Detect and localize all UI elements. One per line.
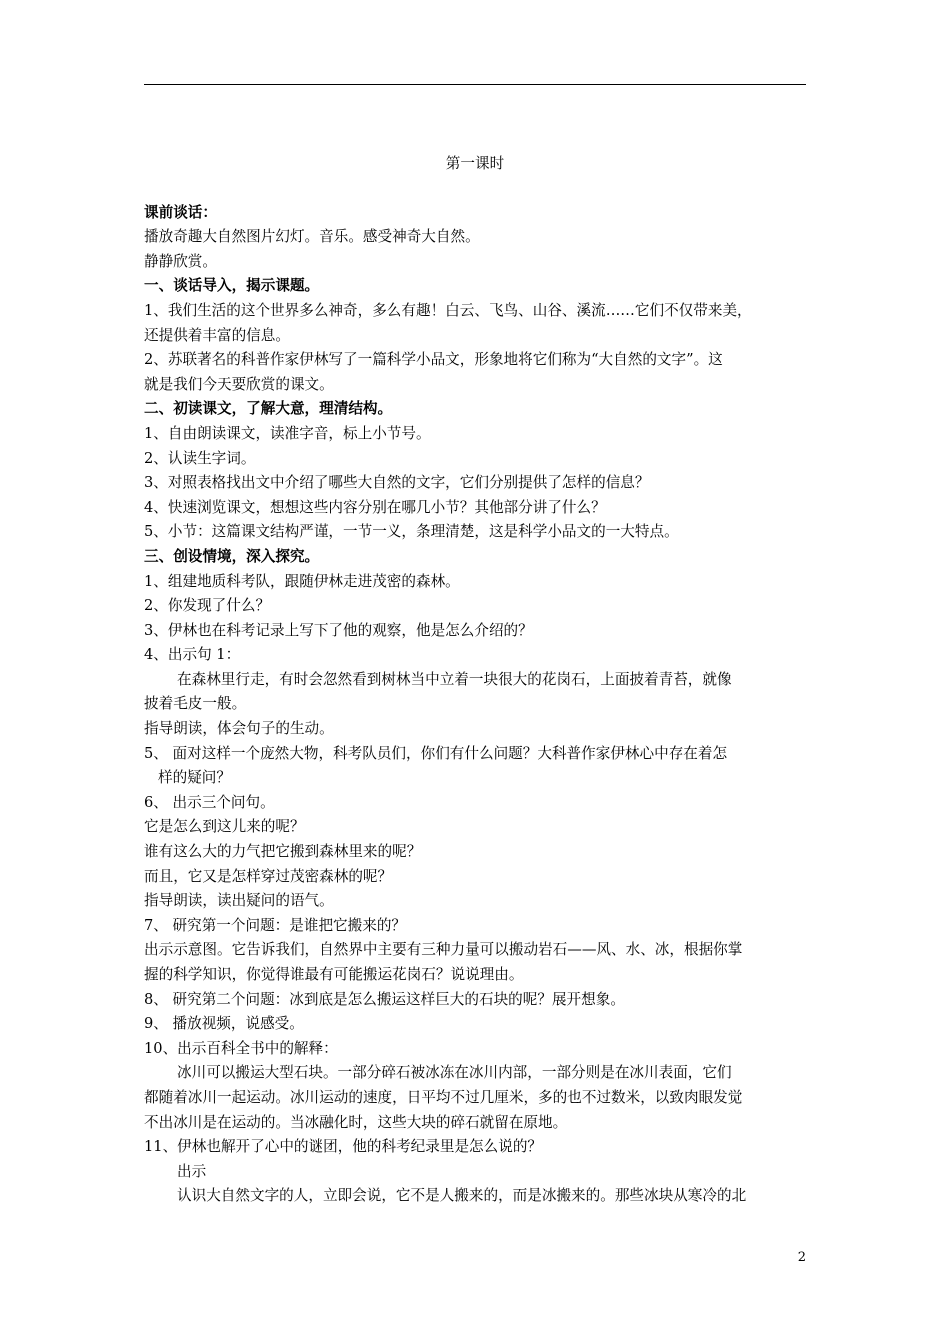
text-line: 11、伊林也解开了心中的谜团，他的科考纪录里是怎么说的？	[144, 1138, 543, 1156]
page-number: 2	[797, 1250, 806, 1265]
text-line: 不出冰川是在运动的。当冰融化时，这些大块的碎石就留在原地。	[144, 1113, 568, 1131]
text-line: 静静欣赏。	[144, 252, 217, 270]
text-line: 冰川可以搬运大型石块。一部分碎石被冰冻在冰川内部，一部分则是在冰川表面，它们	[177, 1064, 732, 1082]
text-line: 样的疑问？	[158, 769, 231, 787]
text-line: 5、小节：这篇课文结构严谨，一节一义，条理清楚，这是科学小品文的一大特点。	[144, 523, 679, 541]
text-line: 7、 研究第一个问题：是谁把它搬来的？	[144, 916, 407, 934]
text-line: 它是怎么到这儿来的呢？	[144, 818, 305, 836]
text-line: 10、出示百科全书中的解释：	[144, 1039, 338, 1057]
text-line: 1、组建地质科考队，跟随伊林走进茂密的森林。	[144, 572, 460, 590]
lesson-title: 第一课时	[445, 155, 505, 172]
text-line: 播放奇趣大自然图片幻灯。音乐。感受神奇大自然。	[144, 228, 480, 246]
text-line: 在森林里行走，有时会忽然看到树林当中立着一块很大的花岗石，上面披着青苔，就像	[177, 670, 732, 688]
text-line: 1、自由朗读课文，读准字音，标上小节号。	[144, 424, 431, 442]
text-line: 出示示意图。它告诉我们，自然界中主要有三种力量可以搬动岩石——风、水、冰，根据你掌	[144, 941, 743, 959]
text-line: 2、你发现了什么？	[144, 597, 271, 615]
section-heading: 二、初读课文，了解大意，理清结构。	[144, 400, 393, 418]
text-line: 4、出示句 1：	[144, 646, 241, 664]
text-line: 2、认读生字词。	[144, 449, 256, 467]
text-line: 1、我们生活的这个世界多么神奇，多么有趣！白云、飞鸟、山谷、溪流……它们不仅带来美，	[144, 301, 752, 319]
section-heading: 课前谈话：	[144, 203, 217, 221]
text-line: 2、苏联著名的科普作家伊林写了一篇科学小品文，形象地将它们称为“大自然的文字”。这	[144, 351, 723, 369]
text-line: 出示	[177, 1162, 207, 1180]
text-line: 就是我们今天要欣赏的课文。	[144, 375, 334, 393]
text-line: 谁有这么大的力气把它搬到森林里来的呢？	[144, 843, 422, 861]
text-line: 9、 播放视频，说感受。	[144, 1015, 304, 1033]
text-line: 认识大自然文字的人，立即会说，它不是人搬来的，而是冰搬来的。那些冰块从寒冷的北	[177, 1187, 747, 1205]
text-line: 披着毛皮一般。	[144, 695, 247, 713]
text-line: 6、 出示三个问句。	[144, 793, 275, 811]
text-line: 指导朗读，读出疑问的语气。	[144, 892, 334, 910]
text-line: 都随着冰川一起运动。冰川运动的速度，日平均不过几厘米，多的也不过数米，以致肉眼发觉	[144, 1088, 743, 1106]
section-heading: 三、创设情境，深入探究。	[144, 547, 320, 565]
text-line: 4、快速浏览课文，想想这些内容分别在哪几小节？其他部分讲了什么？	[144, 498, 606, 516]
text-line: 5、 面对这样一个庞然大物，科考队员们，你们有什么问题？大科普作家伊林心中存在着怎	[144, 744, 728, 762]
text-line: 还提供着丰富的信息。	[144, 326, 290, 344]
header-rule	[144, 84, 806, 85]
text-line: 指导朗读，体会句子的生动。	[144, 720, 334, 738]
text-line: 握的科学知识，你觉得谁最有可能搬运花岗石？说说理由。	[144, 966, 524, 983]
text-line: 8、 研究第二个问题：冰到底是怎么搬运这样巨大的石块的呢？展开想象。	[144, 990, 625, 1008]
lesson-text	[144, 201, 806, 1209]
text-line: 3、对照表格找出文中介绍了哪些大自然的文字，它们分别提供了怎样的信息？	[144, 474, 650, 492]
document-body	[144, 152, 806, 1209]
text-line: 而且，它又是怎样穿过茂密森林的呢？	[144, 867, 393, 885]
section-heading: 一、谈话导入，揭示课题。	[144, 277, 320, 295]
text-line: 3、伊林也在科考记录上写下了他的观察，他是怎么介绍的？	[144, 621, 533, 639]
